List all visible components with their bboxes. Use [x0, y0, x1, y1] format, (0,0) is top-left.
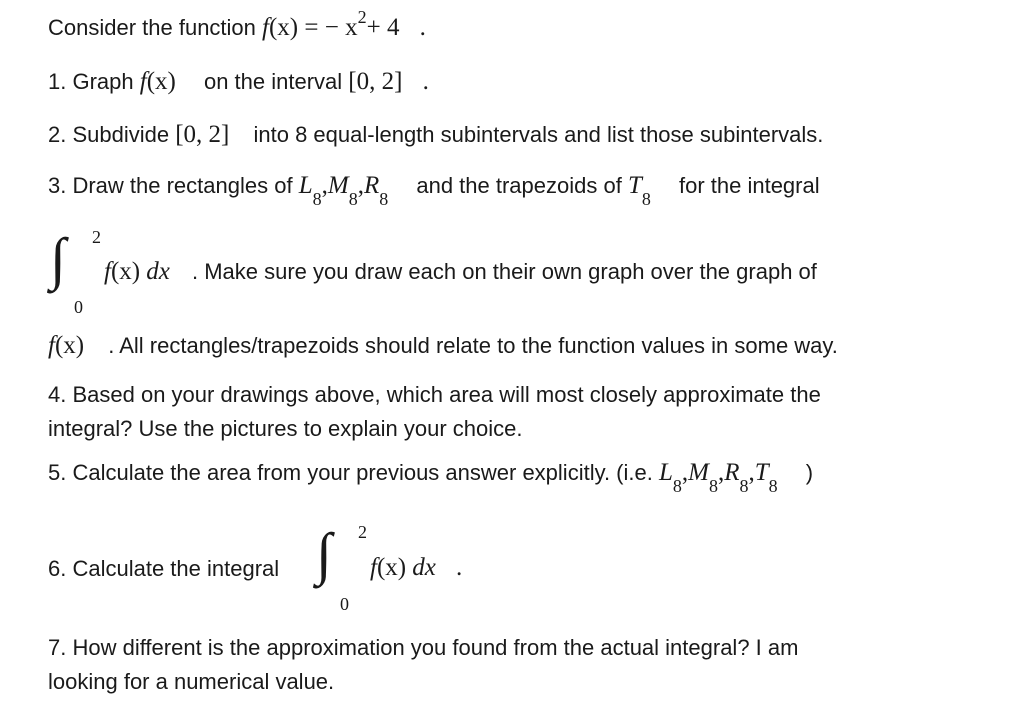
q3-comma-1: ,	[321, 172, 328, 199]
q5-T: T	[754, 459, 769, 486]
q5-R-sub: 8	[739, 476, 749, 496]
q5-text: 5. Calculate the area from your previous answer explicitly. (i.e.	[48, 460, 653, 485]
q6-upper-limit: 2	[358, 522, 367, 542]
q3-integral-line	[104, 258, 817, 286]
q6-f: f	[370, 554, 377, 581]
q3-mid: and the trapezoids of	[416, 173, 622, 198]
intro-text: Consider the function	[48, 15, 256, 40]
q5-M: M	[688, 459, 709, 486]
question-4-line-1: 4. Based on your drawings above, which area will most closely approximate the	[48, 382, 821, 407]
question-6	[48, 555, 279, 583]
question-5	[48, 459, 814, 496]
q1-interval: [0, 2]	[348, 68, 403, 95]
q3-upper-limit: 2	[92, 227, 101, 247]
intro-dot: .	[419, 14, 426, 41]
q3-dx: dx	[146, 258, 170, 285]
q3-T: T	[627, 172, 642, 199]
q2-prefix: 2. Subdivide	[48, 122, 170, 147]
q2-interval: [0, 2]	[175, 121, 230, 148]
intro-tail: + 4	[366, 14, 400, 41]
q6-text: 6. Calculate the integral	[48, 556, 280, 581]
q3c-f: f	[48, 332, 55, 359]
q5-T-sub: 8	[768, 476, 778, 496]
intro-args: (x) = − x	[268, 14, 358, 41]
q3-integral-text: . Make sure you draw each on their own graph over the graph of	[191, 259, 817, 284]
q3-M-sub: 8	[348, 189, 358, 209]
q5-R: R	[724, 459, 740, 486]
question-3	[48, 172, 820, 209]
q5-comma-2: ,	[717, 459, 725, 486]
q3-R: R	[363, 172, 380, 199]
q1-f: f	[139, 68, 147, 95]
q3-integrand-f: f	[104, 258, 111, 285]
q1-mid: on the interval	[203, 69, 343, 94]
q6-lower-limit: 0	[340, 594, 349, 614]
q6-integrand-line	[370, 554, 462, 582]
q6-integral-sign: ∫	[316, 521, 332, 586]
question-7-line-1: 7. How different is the approximation you found from the actual integral? I am	[48, 635, 799, 660]
q6-dx: dx	[412, 554, 436, 581]
q6-x: (x)	[376, 554, 407, 581]
q3-tail: for the integral	[678, 173, 820, 198]
q3-T-sub: 8	[641, 189, 651, 209]
q3-M: M	[327, 172, 349, 199]
q3-integral-sign: ∫	[50, 226, 66, 291]
q1-prefix: 1. Graph	[48, 69, 134, 94]
question-1	[48, 68, 429, 96]
q3-L-sub: 8	[312, 189, 322, 209]
q1-dot: .	[422, 68, 429, 95]
question-4-line-2: integral? Use the pictures to explain your choice.	[48, 416, 523, 441]
q5-comma-1: ,	[681, 459, 689, 486]
q3-lower-limit: 0	[74, 297, 83, 317]
intro-exponent: 2	[357, 7, 367, 27]
q2-text: into 8 equal-length subintervals and list those subintervals.	[253, 122, 824, 147]
q1-args: (x)	[146, 68, 176, 95]
q5-L: L	[658, 459, 673, 486]
question-7-line-2: looking for a numerical value.	[48, 669, 335, 694]
question-2	[48, 121, 823, 149]
q5-comma-3: ,	[748, 459, 755, 486]
intro-f: f	[262, 14, 269, 41]
q6-dot: .	[455, 554, 463, 581]
q5-M-sub: 8	[708, 476, 718, 496]
q5-close: )	[805, 460, 814, 485]
q3-integrand-x: (x)	[110, 258, 141, 285]
q3-R-sub: 8	[379, 189, 389, 209]
q3-comma-2: ,	[357, 172, 364, 199]
q5-L-sub: 8	[672, 476, 682, 496]
q3-prefix: 3. Draw the rectangles of	[48, 173, 293, 198]
q3-L: L	[298, 172, 313, 199]
q3-continuation	[48, 332, 838, 360]
q3c-x: (x)	[54, 332, 85, 359]
q3c-text: . All rectangles/trapezoids should relate to the function values in some way.	[108, 333, 838, 358]
intro-line	[48, 7, 426, 43]
